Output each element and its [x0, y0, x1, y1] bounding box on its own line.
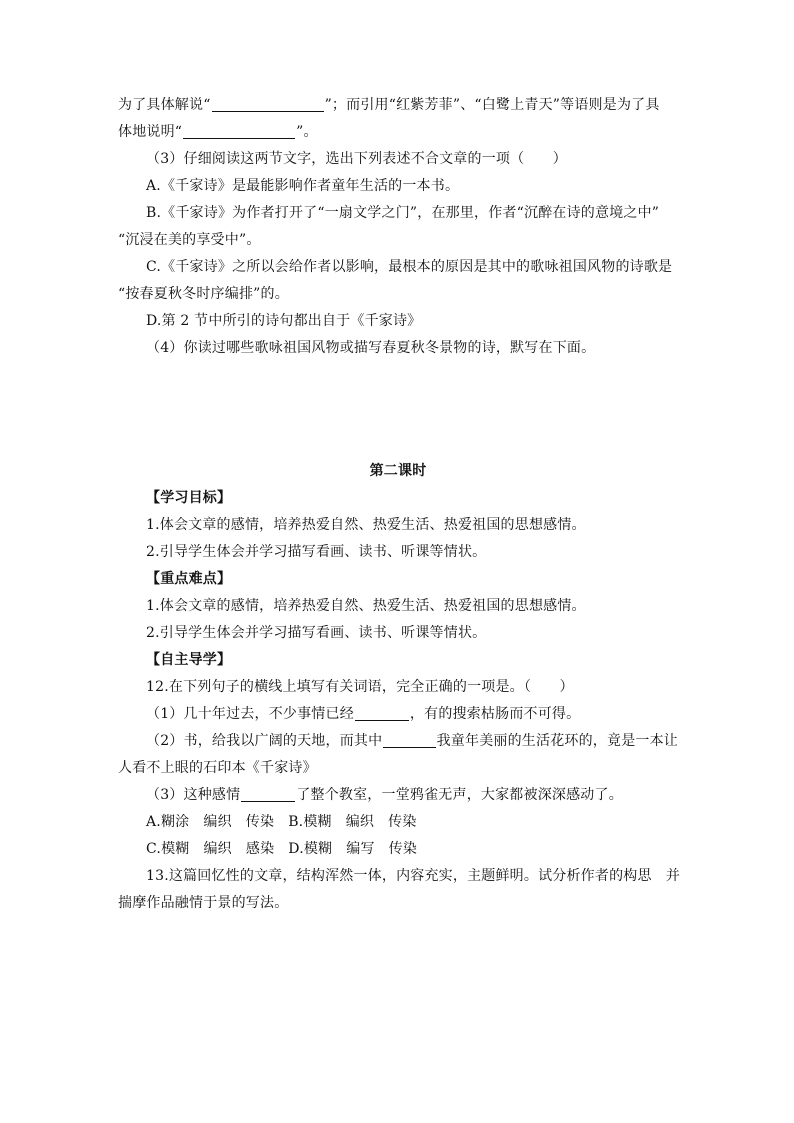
option-word: 编织: [345, 814, 375, 830]
option-word: A.糊涂: [146, 814, 190, 830]
text-fragment: 体地说明“: [118, 124, 183, 140]
document-content: [118, 92, 681, 917]
answer-blank: [183, 122, 295, 139]
key-item-2: 2.引导学生体会并学习描写看画、读书、听课等情状。: [146, 625, 487, 641]
text-line: [118, 119, 678, 146]
answer-blank: [212, 95, 324, 112]
text-fragment: （2）书，给我以广阔的天地，而其中: [146, 733, 383, 749]
option-word: B.模糊: [288, 814, 332, 830]
spacer: [118, 428, 678, 458]
option-word: C.模糊: [146, 841, 190, 857]
option-word: 编写: [346, 841, 375, 857]
answer-blank: [355, 704, 409, 721]
sentence-3: [118, 782, 678, 809]
option-b-line-1: B.《千家诗》为作者打开了“一扇文学之门”，在那里，作者“沉醉在诗的意境之中”: [146, 205, 660, 221]
goal-item-2: 2.引导学生体会并学习描写看画、读书、听课等情状。: [146, 544, 487, 560]
text-fragment: （3）这种感情: [146, 787, 241, 803]
text-fragment: （1）几十年过去，不少事情已经: [146, 706, 354, 722]
option-word: 传染: [245, 814, 275, 830]
sentence-1: [118, 701, 678, 728]
option-b-line-2: “沉浸在美的享受中”。: [118, 232, 261, 248]
question-3: （3）仔细阅读这两节文字，选出下列表述不合文章的一项（ ）: [146, 151, 567, 167]
text-fragment: ”。: [296, 124, 318, 140]
heading-learning-goals: 【学习目标】: [146, 490, 232, 506]
heading-self-study: 【自主导学】: [146, 652, 232, 668]
spacer: [118, 362, 678, 428]
text-fragment: 为了具体解说“: [118, 97, 211, 113]
option-a: A.《千家诗》是最能影响作者童年生活的一本书。: [146, 178, 460, 194]
option-word: 传染: [388, 814, 417, 830]
option-c-line-2: “按春夏秋冬时序编排”的。: [118, 286, 289, 302]
goal-item-1: 1.体会文章的感情，培养热爱自然、热爱生活、热爱祖国的思想感情。: [146, 517, 586, 533]
answer-blank: [383, 731, 435, 748]
option-word: 编织: [203, 814, 232, 830]
question-13-line-1: 13.这篇回忆性的文章，结构浑然一体，内容充实，主题鲜明。试分析作者的构思 并: [146, 868, 681, 884]
section-title: 第二课时: [369, 463, 427, 479]
options-row-1: [118, 809, 678, 836]
question-13-line-2: 揣摩作品融情于景的写法。: [118, 895, 289, 911]
text-fragment: 我童年美丽的生活花环的，竟是一本让: [436, 733, 678, 749]
heading-key-points: 【重点难点】: [146, 571, 232, 587]
option-word: 传染: [388, 841, 418, 857]
option-d: D.第 2 节中所引的诗句都出自于《千家诗》: [146, 313, 422, 329]
question-12: 12.在下列句子的横线上填写有关词语，完全正确的一项是。（ ）: [146, 679, 574, 695]
text-fragment: ”；而引用“红紫芳菲”、“白鹭上青天”等语则是为了具: [324, 97, 660, 113]
text-fragment: ，有的搜索枯肠而不可得。: [409, 706, 581, 722]
option-word: 编织: [203, 841, 232, 857]
sentence-2-line-1: [118, 728, 678, 755]
text-line: [118, 92, 678, 119]
option-word: 感染: [245, 841, 275, 857]
option-c-line-1: C.《千家诗》之所以会给作者以影响，最根本的原因是其中的歌咏祖国风物的诗歌是: [146, 259, 673, 275]
key-item-1: 1.体会文章的感情，培养热爱自然、热爱生活、热爱祖国的思想感情。: [146, 598, 586, 614]
question-4: （4）你读过哪些歌咏祖国风物或描写春夏秋冬景物的诗，默写在下面。: [146, 340, 596, 356]
option-word: D.模糊: [288, 841, 333, 857]
answer-blank: [241, 785, 295, 802]
text-fragment: 了整个教室，一堂鸦雀无声，大家都被深深感动了。: [296, 787, 623, 803]
options-row-2: [118, 836, 678, 863]
sentence-2-line-2: 人看不上眼的石印本《千家诗》: [118, 760, 317, 776]
